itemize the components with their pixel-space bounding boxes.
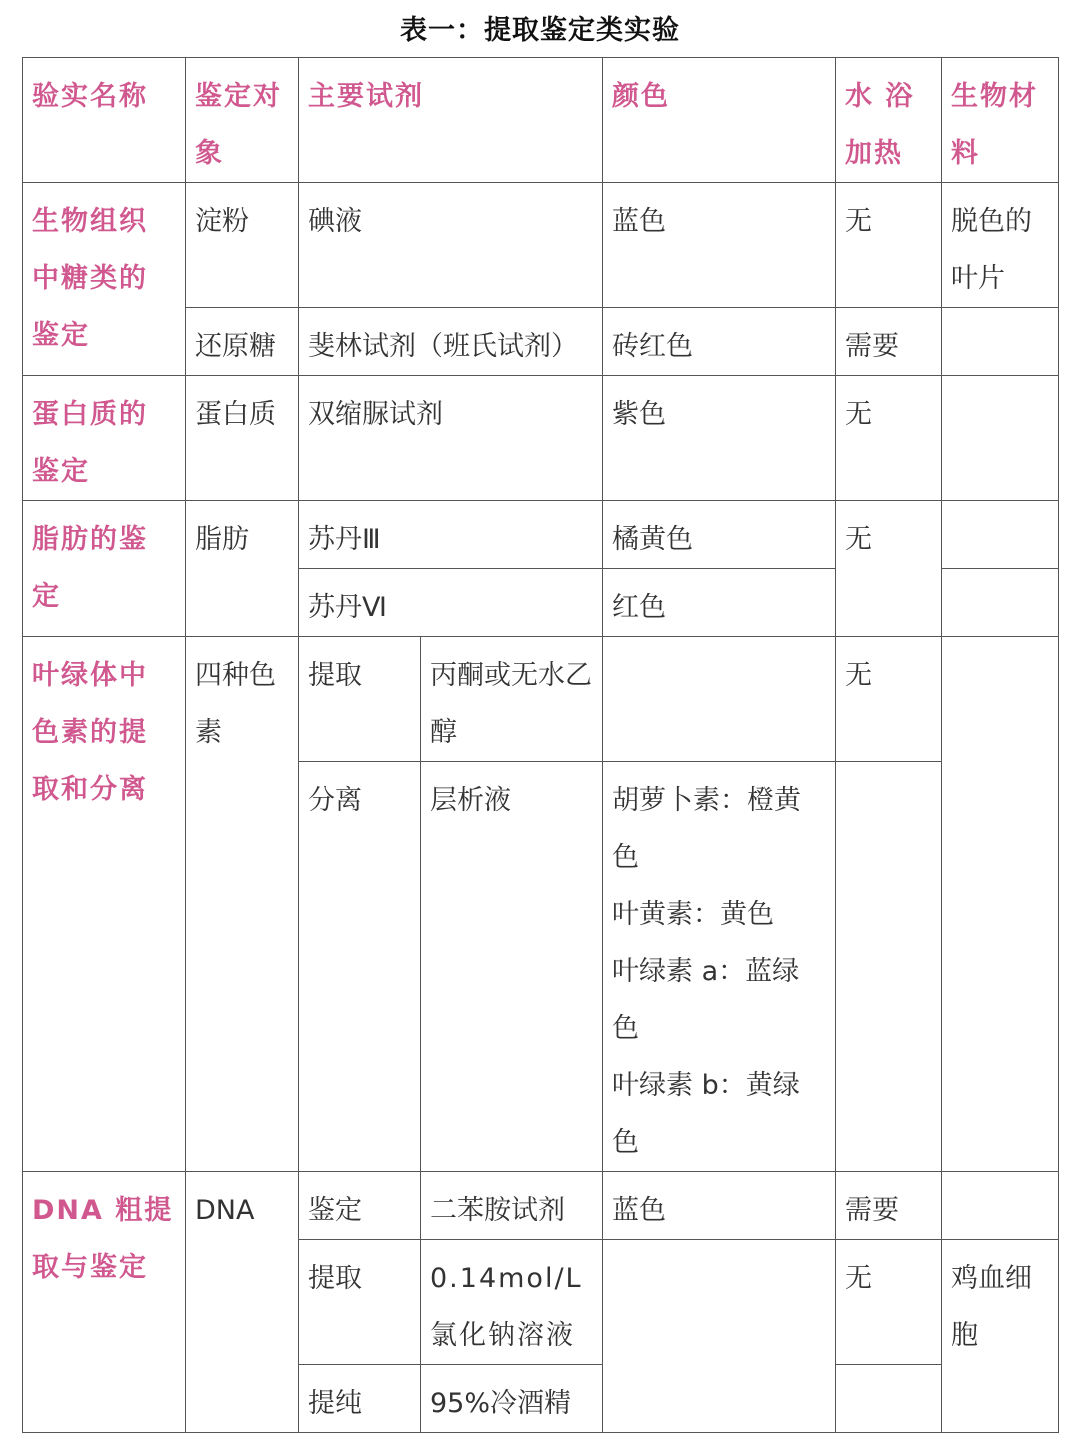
table-row xyxy=(23,1172,1059,1240)
reagent-cell: 斐林试剂（班氏试剂） xyxy=(299,308,603,376)
bath-cell: 无 xyxy=(836,637,942,762)
color-cell-empty xyxy=(603,1240,836,1433)
header-name: 验实名称 xyxy=(23,58,186,183)
material-cell-empty xyxy=(942,376,1059,501)
target-cell: DNA xyxy=(186,1172,299,1433)
target-cell: 四种色素 xyxy=(186,637,299,1172)
bath-cell: 无 xyxy=(836,183,942,308)
header-target: 鉴定对象 xyxy=(186,58,299,183)
table-row xyxy=(23,183,1059,308)
reagent-cell: 双缩脲试剂 xyxy=(299,376,603,501)
color-cell: 蓝色 xyxy=(603,183,836,308)
reagent-cell: 苏丹Ⅵ xyxy=(299,569,603,637)
bath-cell: 无 xyxy=(836,1240,942,1365)
target-cell: 还原糖 xyxy=(186,308,299,376)
experiment-name: DNA 粗提取与鉴定 xyxy=(23,1172,186,1433)
experiment-table xyxy=(22,57,1059,1433)
experiment-name: 脂肪的鉴定 xyxy=(23,501,186,637)
reagent-cell: 碘液 xyxy=(299,183,603,308)
bath-cell: 无 xyxy=(836,376,942,501)
bath-cell-empty xyxy=(836,762,942,1172)
table-title: 表一：提取鉴定类实验 xyxy=(400,15,680,46)
header-material: 生物材料 xyxy=(942,58,1059,183)
pigment-color-item: 叶绿素 b：黄绿色 xyxy=(612,1070,800,1158)
table-row xyxy=(23,376,1059,501)
material-cell-empty xyxy=(942,1172,1059,1240)
target-cell: 脂肪 xyxy=(186,501,299,637)
step-cell: 提取 xyxy=(299,1240,421,1365)
step-cell: 分离 xyxy=(299,762,421,1172)
bath-cell: 无 xyxy=(836,501,942,637)
reagent-cell: 95%冷酒精 xyxy=(421,1365,603,1433)
reagent-cell: 苏丹Ⅲ xyxy=(299,501,603,569)
color-cell-empty xyxy=(603,637,836,762)
table-row xyxy=(23,637,1059,762)
table-row xyxy=(23,501,1059,569)
bath-cell: 需要 xyxy=(836,308,942,376)
material-cell: 脱色的叶片 xyxy=(942,183,1059,308)
material-cell-empty xyxy=(942,501,1059,569)
material-cell-empty xyxy=(942,569,1059,637)
material-cell: 鸡血细胞 xyxy=(942,1240,1059,1433)
color-cell: 红色 xyxy=(603,569,836,637)
pigment-color-item: 叶黄素：黄色 xyxy=(612,899,774,930)
header-row xyxy=(23,58,1059,183)
color-cell: 砖红色 xyxy=(603,308,836,376)
step-cell: 鉴定 xyxy=(299,1172,421,1240)
header-reagent: 主要试剂 xyxy=(299,58,603,183)
pigment-colors-cell xyxy=(603,762,836,1172)
experiment-name: 蛋白质的鉴定 xyxy=(23,376,186,501)
header-bath: 水 浴 加热 xyxy=(836,58,942,183)
bath-cell-empty xyxy=(836,1365,942,1433)
target-cell: 淀粉 xyxy=(186,183,299,308)
material-cell-empty xyxy=(942,637,1059,1172)
reagent-cell: 丙酮或无水乙醇 xyxy=(421,637,603,762)
pigment-color-item: 胡萝卜素：橙黄色 xyxy=(612,785,801,873)
step-cell: 提取 xyxy=(299,637,421,762)
target-cell: 蛋白质 xyxy=(186,376,299,501)
material-cell-empty xyxy=(942,308,1059,376)
step-cell: 提纯 xyxy=(299,1365,421,1433)
experiment-name: 生物组织中糖类的鉴定 xyxy=(23,183,186,376)
reagent-cell: 二苯胺试剂 xyxy=(421,1172,603,1240)
color-cell: 橘黄色 xyxy=(603,501,836,569)
color-cell: 蓝色 xyxy=(603,1172,836,1240)
color-cell: 紫色 xyxy=(603,376,836,501)
reagent-cell: 层析液 xyxy=(421,762,603,1172)
reagent-cell: 0.14mol/L氯化钠溶液 xyxy=(421,1240,603,1365)
experiment-name: 叶绿体中色素的提取和分离 xyxy=(23,637,186,1172)
pigment-color-item: 叶绿素 a：蓝绿色 xyxy=(612,956,800,1044)
header-color: 颜色 xyxy=(603,58,836,183)
bath-cell: 需要 xyxy=(836,1172,942,1240)
